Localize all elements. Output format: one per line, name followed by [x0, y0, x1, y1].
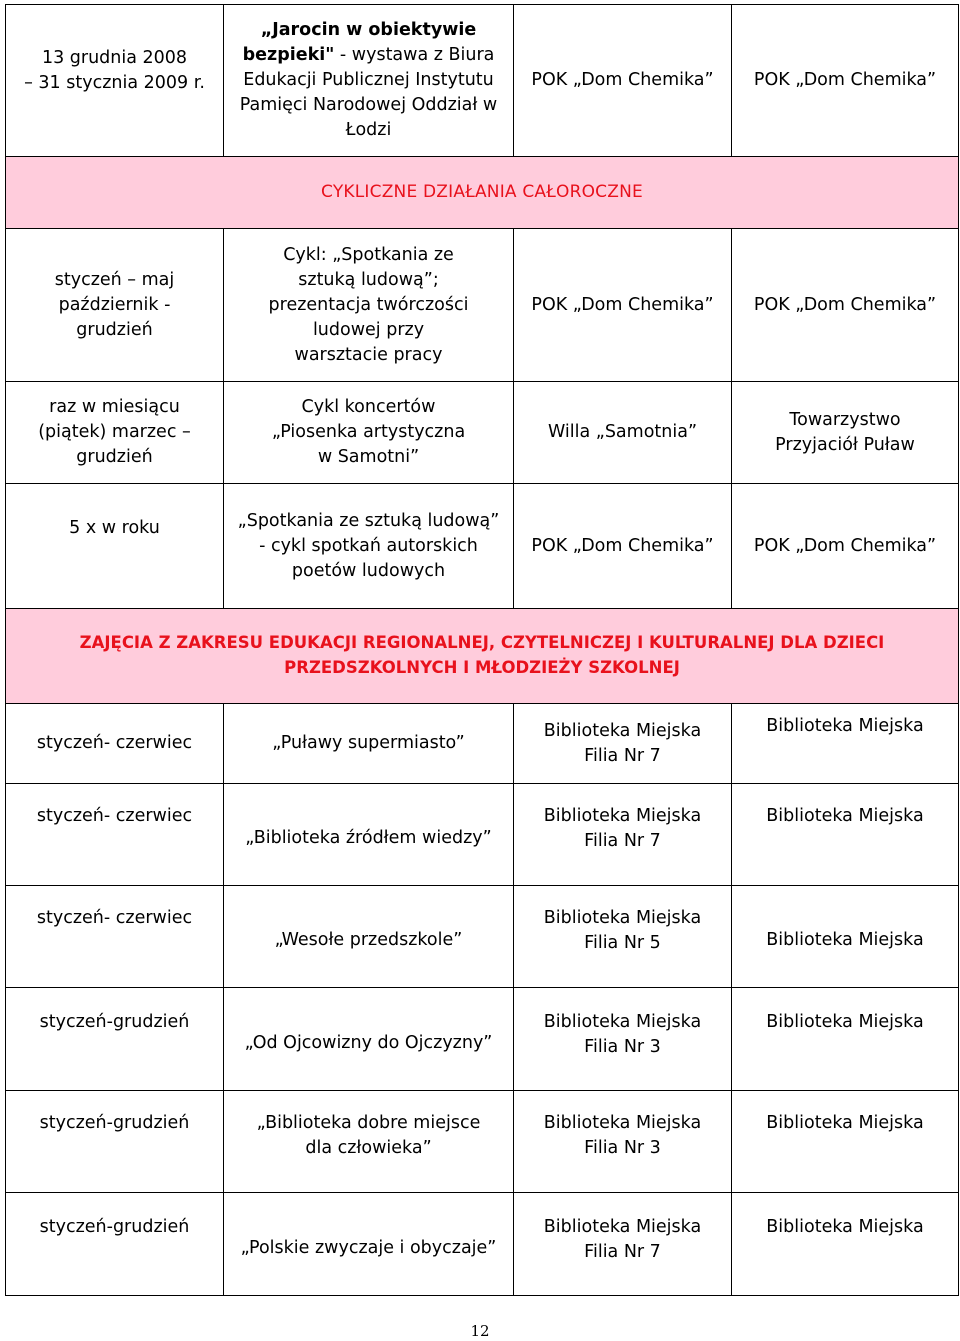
organizer-cell	[732, 704, 959, 784]
section-header-row	[6, 157, 959, 229]
table-row	[6, 1193, 959, 1296]
event-cell	[224, 784, 514, 886]
date-text: styczeń – maj październik - grudzień	[54, 269, 175, 340]
organizer-cell	[732, 988, 959, 1091]
organizer-text: Biblioteka Miejska	[766, 1217, 924, 1237]
place-line: Filia Nr 5	[584, 933, 661, 953]
place-cell	[514, 704, 732, 784]
table-row	[6, 5, 959, 157]
event-cell	[224, 1193, 514, 1296]
section-title: ZAJĘCIA Z ZAKRESU EDUKACJI REGIONALNEJ, CZYTELNICZEJ I KULTURALNEJ DLA DZIECI PRZEDSZKOLNYCH I MŁODZIEŻY SZKOLNEJ	[79, 633, 885, 677]
date-cell	[6, 5, 224, 157]
organizer-cell	[732, 886, 959, 988]
organizer-text: Biblioteka Miejska	[766, 716, 924, 736]
table-row	[6, 704, 959, 784]
place-line: Biblioteka Miejska	[543, 1012, 702, 1032]
place-line: Biblioteka Miejska	[543, 806, 702, 826]
place-line: Biblioteka Miejska	[543, 1217, 702, 1237]
place-line: Biblioteka Miejska	[543, 908, 702, 928]
place-cell: POK „Dom Chemika”	[514, 229, 732, 382]
organizer-text: Biblioteka Miejska	[766, 930, 924, 950]
place-cell	[514, 784, 732, 886]
organizer-cell	[732, 1091, 959, 1193]
place-line: Biblioteka Miejska	[543, 720, 702, 741]
event-title-bold: „Jarocin w obiektywie bezpieki"	[242, 20, 477, 65]
place-cell	[514, 886, 732, 988]
event-title-rest: - wystawa z Biura Edukacji Publicznej Instytutu Pamięci Narodowej Oddział w Łodzi	[239, 45, 498, 140]
date-line: 13 grudnia 2008	[41, 47, 188, 68]
organizer-cell: POK „Dom Chemika”	[732, 229, 959, 382]
date-cell	[6, 382, 224, 484]
place-line: Filia Nr 7	[584, 745, 661, 766]
date-cell: styczeń- czerwiec	[6, 704, 224, 784]
date-cell	[6, 1091, 224, 1193]
table-row	[6, 784, 959, 886]
place-cell	[514, 1091, 732, 1193]
event-text: „Polskie zwyczaje i obyczaje”	[240, 1237, 497, 1258]
date-text: styczeń- czerwiec	[36, 806, 193, 826]
date-text: styczeń-grudzień	[39, 1012, 190, 1032]
place-cell	[514, 988, 732, 1091]
event-cell	[224, 988, 514, 1091]
place-line: Filia Nr 3	[584, 1037, 661, 1057]
event-text: „Od Ojcowizny do Ojczyzny”	[244, 1032, 493, 1053]
place-cell: Willa „Samotnia”	[514, 382, 732, 484]
place-cell: POK „Dom Chemika”	[514, 484, 732, 609]
page-number: 12	[470, 1322, 490, 1340]
table-row	[6, 382, 959, 484]
event-text: Cykl koncertów „Piosenka artystyczna w Samotni”	[271, 397, 466, 467]
event-text: Cykl: „Spotkania ze sztuką ludową”; prezentacja twórczości ludowej przy warsztacie pracy	[268, 244, 469, 365]
section-header-row	[6, 609, 959, 704]
date-line: – 31 stycznia 2009 r.	[24, 72, 205, 93]
organizer-cell: POK „Dom Chemika”	[732, 484, 959, 609]
place-cell	[514, 1193, 732, 1296]
table-row	[6, 229, 959, 382]
date-cell	[6, 229, 224, 382]
event-text: „Wesołe przedszkole”	[274, 930, 463, 950]
table-row	[6, 886, 959, 988]
organizer-text: Biblioteka Miejska	[766, 1113, 924, 1133]
event-cell	[224, 382, 514, 484]
place-line: Filia Nr 7	[584, 831, 661, 851]
table-row	[6, 988, 959, 1091]
event-cell	[224, 5, 514, 157]
date-cell	[6, 1193, 224, 1296]
event-cell	[224, 886, 514, 988]
organizer-cell	[732, 1193, 959, 1296]
events-table	[5, 4, 959, 1296]
date-text: styczeń-grudzień	[39, 1217, 190, 1237]
date-text: 5 x w roku	[69, 518, 160, 538]
place-line: Biblioteka Miejska	[543, 1113, 702, 1133]
date-cell	[6, 886, 224, 988]
event-text: „Biblioteka dobre miejsce dla człowieka”	[256, 1113, 481, 1158]
place-line: Filia Nr 3	[584, 1138, 661, 1158]
organizer-cell	[732, 784, 959, 886]
event-cell	[224, 229, 514, 382]
organizer-cell: Towarzystwo Przyjaciół Puław	[732, 382, 959, 484]
date-cell	[6, 484, 224, 609]
section-header	[6, 157, 959, 229]
place-line: Filia Nr 7	[584, 1242, 661, 1262]
date-cell	[6, 784, 224, 886]
event-cell: „Puławy supermiasto”	[224, 704, 514, 784]
section-title: CYKLICZNE DZIAŁANIA CAŁOROCZNE	[321, 182, 643, 202]
event-text: „Spotkania ze sztuką ludową” - cykl spotkań autorskich poetów ludowych	[237, 510, 500, 581]
table-row	[6, 484, 959, 609]
organizer-text: Biblioteka Miejska	[766, 1012, 924, 1032]
date-text: raz w miesiącu (piątek) marzec – grudzień	[38, 397, 191, 467]
place-cell: POK „Dom Chemika”	[514, 5, 732, 157]
date-cell	[6, 988, 224, 1091]
event-cell	[224, 484, 514, 609]
organizer-text: Biblioteka Miejska	[766, 806, 924, 826]
date-text: styczeń-grudzień	[39, 1113, 190, 1133]
organizer-cell: POK „Dom Chemika”	[732, 5, 959, 157]
event-text: „Biblioteka źródłem wiedzy”	[245, 828, 492, 848]
section-header	[6, 609, 959, 704]
date-text: styczeń- czerwiec	[36, 908, 193, 928]
event-cell	[224, 1091, 514, 1193]
table-row	[6, 1091, 959, 1193]
